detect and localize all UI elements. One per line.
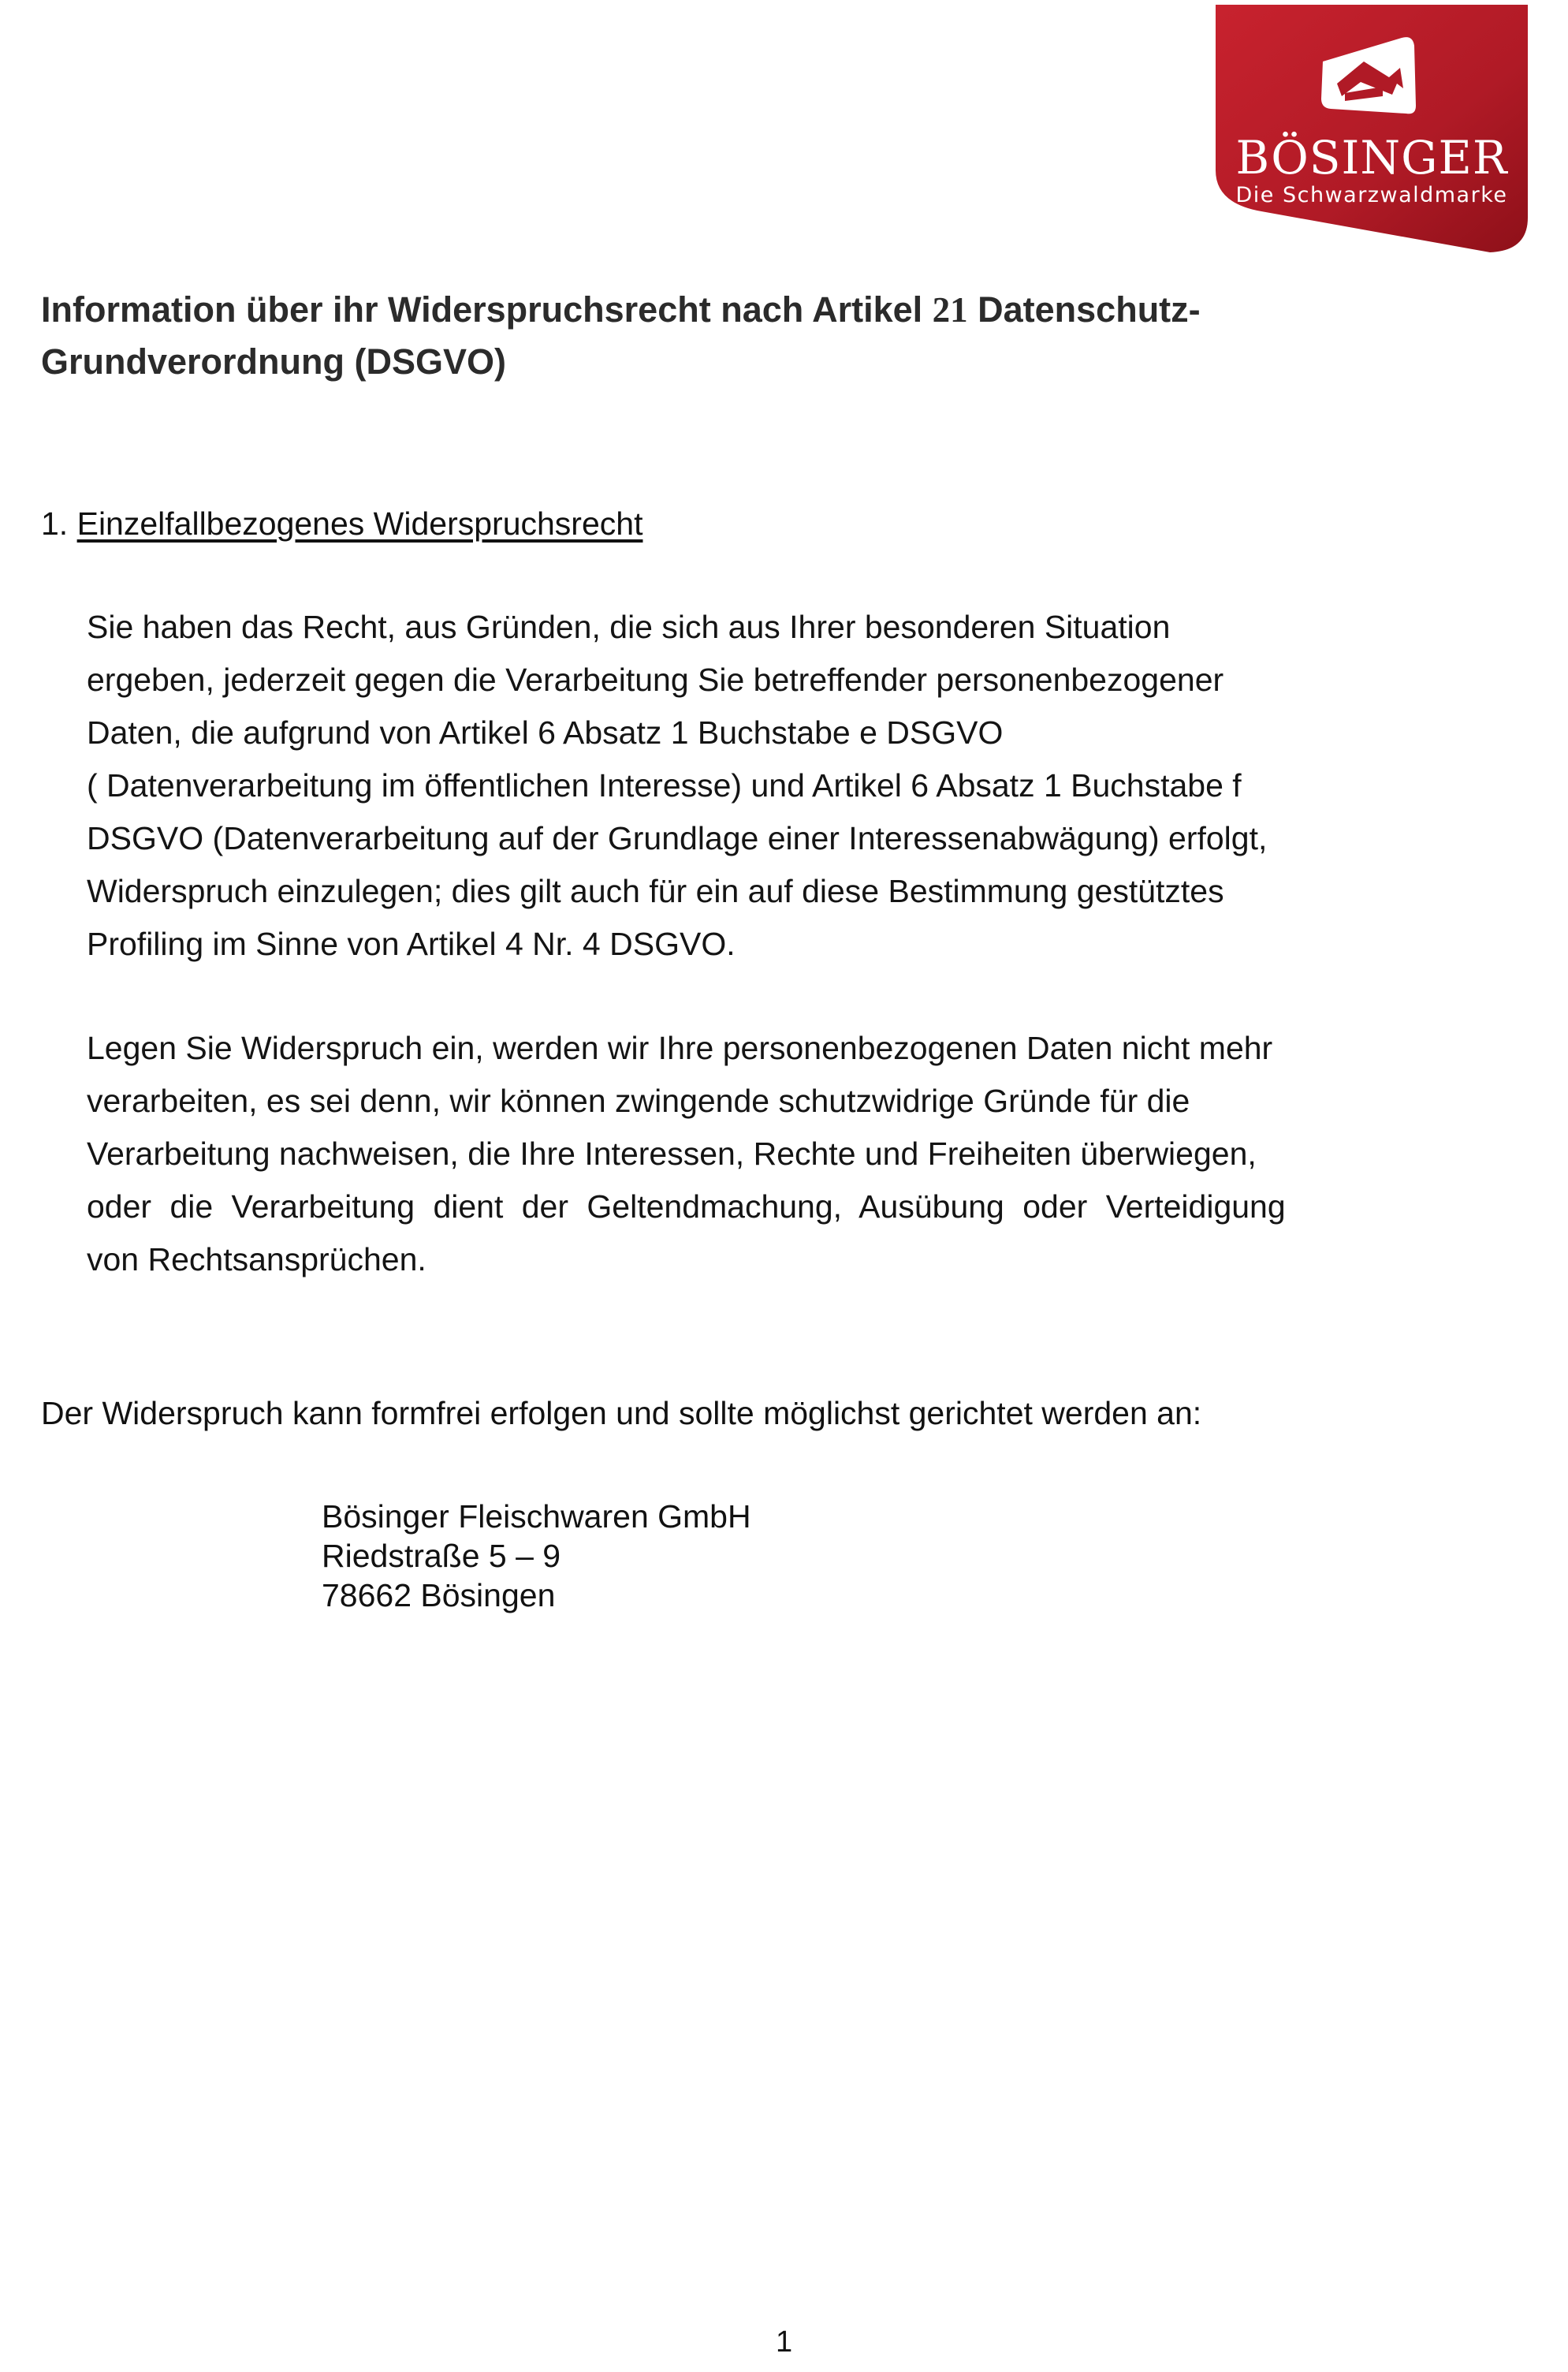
paragraph-line: oder die Verarbeitung dient der Geltendmachung, Ausübung oder Verteidigung [87,1188,1286,1225]
address-company: Bösinger Fleischwaren GmbH [322,1498,751,1535]
paragraph-line: DSGVO (Datenverarbeitung auf der Grundlage einer Interessenabwägung) erfolgt, [87,820,1268,856]
paragraph-objection-consequence [87,1022,1506,1286]
logo-tagline-text: Die Schwarzwaldmarke [1235,183,1508,207]
paragraph-line: Profiling im Sinne von Artikel 4 Nr. 4 DSGVO. [87,926,736,962]
paragraph-line: Sie haben das Recht, aus Gründen, die sich aus Ihrer besonderen Situation [87,609,1171,645]
paragraph-line: verarbeiten, es sei denn, wir können zwingende schutzwidrige Gründe für die [87,1083,1190,1119]
heading-text-line2: Grundverordnung (DSGVO) [41,341,506,382]
brand-logo [1214,5,1529,253]
section-label: Einzelfallbezogenes Widerspruchsrecht [76,505,643,542]
postal-address [322,1497,751,1615]
paragraph-line: von Rechtsansprüchen. [87,1241,426,1277]
heading-article-number: 21 [932,290,968,330]
paragraph-line: Legen Sie Widerspruch ein, werden wir Ihre personenbezogenen Daten nicht mehr [87,1030,1273,1066]
section-title [41,500,642,547]
document-heading [41,284,1460,388]
address-street: Riedstraße 5 – 9 [322,1538,561,1574]
heading-text-part2: Datenschutz- [967,289,1201,330]
paragraph-line: Widerspruch einzulegen; dies gilt auch für ein auf diese Bestimmung gestütztes [87,873,1224,909]
logo-brand-text: BÖSINGER [1235,131,1508,185]
paragraph-line: Verarbeitung nachweisen, die Ihre Interessen, Rechte und Freiheiten überwiegen, [87,1136,1257,1172]
address-city: 78662 Bösingen [322,1577,556,1613]
section-number: 1. [41,505,77,542]
paragraph-line: Daten, die aufgrund von Artikel 6 Absatz 1 Buchstabe e DSGVO [87,714,1004,751]
paragraph-line: ergeben, jederzeit gegen die Verarbeitung Sie betreffender personenbezogener [87,662,1224,698]
address-intro: Der Widerspruch kann formfrei erfolgen und sollte möglichst gerichtet werden an: [41,1395,1202,1431]
paragraph-objection-right [87,601,1506,971]
paragraph-line: ( Datenverarbeitung im öffentlichen Interesse) und Artikel 6 Absatz 1 Buchstabe f [87,767,1242,804]
heading-text-part1: Information über ihr Widerspruchsrecht nach Artikel [41,289,933,330]
page-number: 1 [776,2325,793,2359]
